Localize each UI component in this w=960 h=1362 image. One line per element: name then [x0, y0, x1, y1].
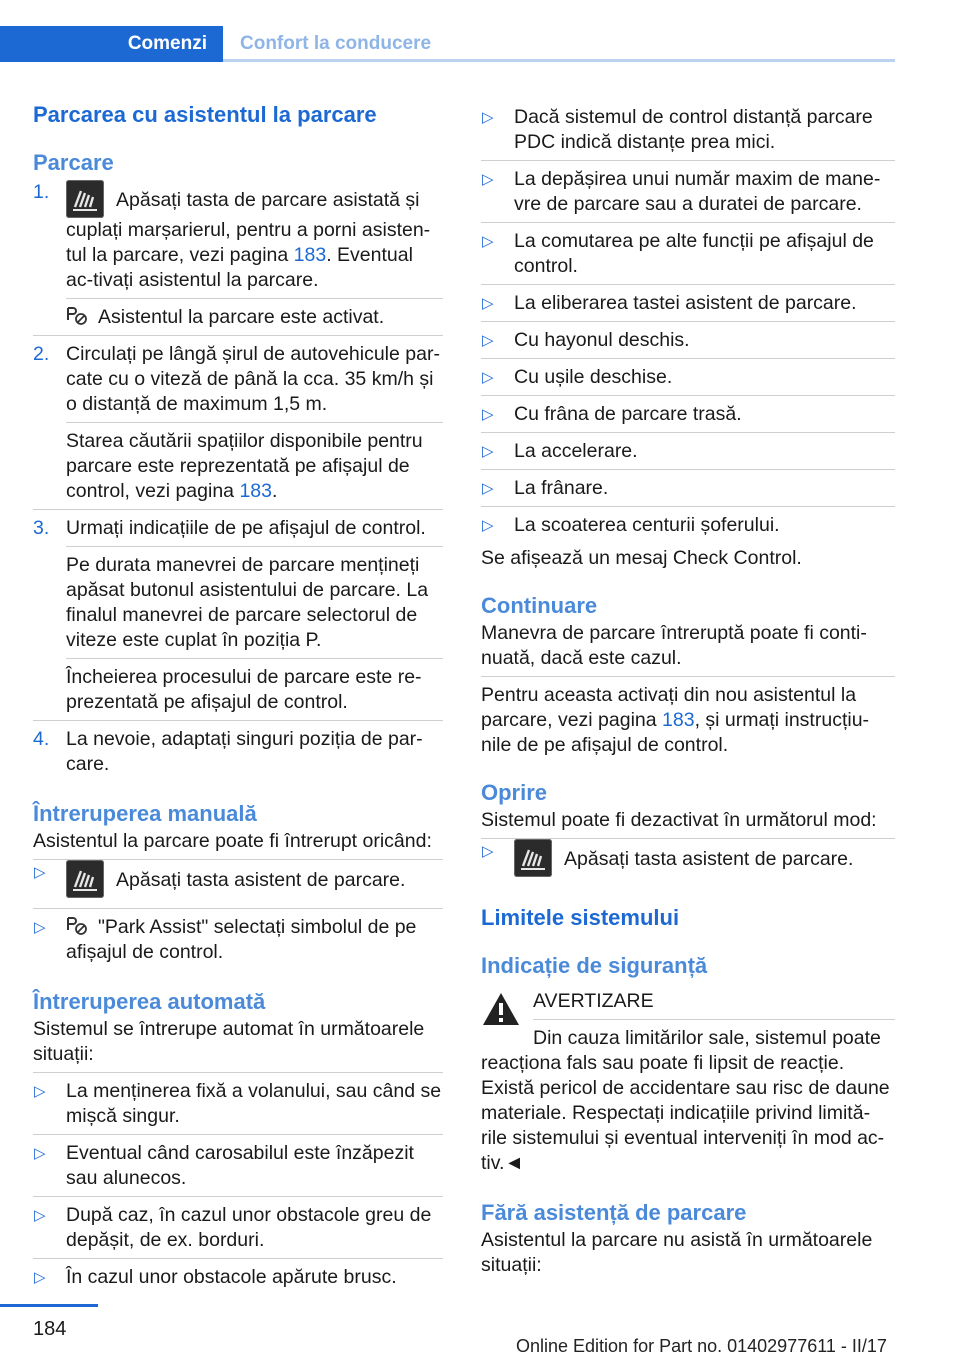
bullet-triangle-icon: ▷ — [34, 1207, 46, 1224]
step-2 — [33, 342, 443, 504]
auto-bullet-9 — [481, 328, 895, 353]
stop-intro: Sistemul poate fi dezactivat în următorul mod: — [481, 809, 877, 831]
page-header — [0, 26, 895, 62]
bullet-triangle-icon: ▷ — [34, 1083, 46, 1100]
bullet-triangle-icon: ▷ — [34, 1145, 46, 1162]
divider — [481, 506, 895, 507]
auto-intro: Sistemul se întrerupe automat în următoarele situații: — [33, 1018, 425, 1065]
auto-interrupt-heading: Întreruperea automată — [33, 989, 266, 1014]
step-1 — [33, 180, 443, 330]
bullet-triangle-icon: ▷ — [482, 233, 494, 250]
divider — [481, 469, 895, 470]
right-column — [481, 105, 895, 1278]
park-assist-button-icon — [66, 860, 104, 898]
stop-bullet-1 — [481, 839, 895, 877]
step-2-note-end: . — [271, 480, 278, 502]
check-control-message: Se afișează un mesaj Check Control. — [481, 547, 802, 569]
right-bullet-text: Cu ușile deschise. — [514, 366, 673, 388]
bullet-triangle-icon: ▷ — [34, 1269, 46, 1286]
divider — [33, 908, 443, 909]
no-assist-heading: Fără asistență de parcare — [481, 1200, 747, 1225]
auto-bullet-2 — [33, 1141, 443, 1191]
auto-bullet-2-text: Eventual când carosabilul este înzăpezit sau alunecos. — [66, 1142, 414, 1189]
step-4 — [33, 727, 443, 777]
right-bullet-text: La accelerare. — [514, 440, 638, 462]
bullet-triangle-icon: ▷ — [482, 443, 494, 460]
tab-confort[interactable] — [240, 26, 431, 62]
auto-bullet-12 — [481, 439, 895, 464]
divider — [33, 720, 443, 721]
divider — [33, 335, 443, 336]
footer-rule — [0, 1304, 98, 1307]
manual-interrupt-heading: Întreruperea manuală — [33, 801, 257, 826]
divider — [33, 1134, 443, 1135]
page-link[interactable]: 183 — [239, 480, 272, 502]
section-title: Parcarea cu asistentul la parcare — [33, 102, 377, 127]
step-3-text: Urmați indicațiile de pe afișajul de control. — [66, 517, 426, 539]
stop-bullet-1-text: Apăsați tasta asistent de parcare. — [564, 848, 854, 870]
manual-bullet-2 — [33, 915, 443, 965]
bullet-triangle-icon: ▷ — [482, 295, 494, 312]
step-2-note: Starea căutării spațiilor disponibile pentru parcare este reprezentată pe afișajul de control, vezi pagina — [66, 430, 423, 502]
step-3-note-2: Încheierea procesului de parcare este re‐prezentată pe afișajul de control. — [66, 666, 422, 713]
step-3-note-1: Pe durata manevrei de parcare mențineți apăsat butonul asistentului de parcare. La finalul manevrei de parcare selectorul de viteze este cuplat în poziția P. — [66, 554, 429, 651]
park-assist-button-icon — [66, 180, 104, 218]
step-4-text: La nevoie, adaptați singuri poziția de par‐care. — [66, 728, 423, 775]
page-number: 184 — [33, 1318, 67, 1340]
auto-bullet-4-text: În cazul unor obstacole apărute brusc. — [66, 1266, 397, 1288]
left-column — [33, 100, 443, 1290]
divider — [33, 1072, 443, 1073]
bullet-triangle-icon: ▷ — [482, 369, 494, 386]
continue-text-2-end: , și urmați instrucțiu‐nile de pe afișajul de control. — [481, 709, 870, 756]
bullet-triangle-icon: ▷ — [482, 109, 494, 126]
step-3 — [33, 516, 443, 715]
auto-bullet-11 — [481, 402, 895, 427]
manual-bullet-1-text: Apăsați tasta asistent de parcare. — [116, 869, 406, 891]
header-rule — [223, 59, 895, 62]
manual-intro: Asistentul la parcare poate fi întrerupt oricând: — [33, 830, 432, 852]
no-assist-intro: Asistentul la parcare nu asistă în următoarele situații: — [481, 1229, 873, 1276]
divider — [481, 321, 895, 322]
divider — [481, 160, 895, 161]
step-number: 1. — [33, 181, 50, 203]
step-2-text: Circulați pe lângă șirul de autovehicule par‐cate cu o viteză de până la cca. 35 km/h și o distanță de maximum 1,5 m. — [66, 343, 440, 415]
divider — [33, 1196, 443, 1197]
auto-bullet-7 — [481, 229, 895, 279]
bullet-triangle-icon: ▷ — [34, 919, 46, 936]
step-1-note: Asistentul la parcare este activat. — [98, 306, 385, 328]
divider — [481, 676, 895, 677]
divider — [481, 395, 895, 396]
continue-text-2: Pentru aceasta activați din nou asistentul la parcare, vezi pagina — [481, 684, 857, 731]
divider — [33, 1258, 443, 1259]
right-bullet-text: Dacă sistemul de control distanță parcare PDC indică distanțe prea mici. — [514, 106, 873, 153]
bullet-triangle-icon: ▷ — [482, 332, 494, 349]
auto-bullet-13 — [481, 476, 895, 501]
divider — [33, 509, 443, 510]
step-1-text: Apăsați tasta de parcare asistată și cuplați marșarierul, pentru a porni asisten‐tul la parcare, vezi pagina — [66, 189, 431, 266]
step-number: 4. — [33, 728, 50, 750]
step-number: 2. — [33, 343, 50, 365]
divider — [481, 432, 895, 433]
warning-triangle-icon — [481, 991, 521, 1027]
bullet-triangle-icon: ▷ — [482, 517, 494, 534]
step-number: 3. — [33, 517, 50, 539]
right-bullet-text: La scoaterea centurii șoferului. — [514, 514, 780, 536]
park-assist-button-icon — [514, 839, 552, 877]
right-bullet-text: Cu hayonul deschis. — [514, 329, 690, 351]
auto-bullet-5 — [481, 105, 895, 155]
divider — [481, 284, 895, 285]
manual-bullet-1 — [33, 860, 443, 898]
auto-bullet-1 — [33, 1079, 443, 1129]
continue-heading: Continuare — [481, 593, 598, 618]
divider — [66, 658, 443, 659]
right-bullet-text: La eliberarea tastei asistent de parcare. — [514, 292, 857, 314]
warning-block — [481, 989, 895, 1014]
divider — [481, 222, 895, 223]
divider — [66, 422, 443, 423]
bullet-triangle-icon: ▷ — [482, 171, 494, 188]
safety-heading: Indicație de siguranță — [481, 953, 708, 978]
right-bullet-text: La comutarea pe alte funcții pe afișajul de control. — [514, 230, 874, 277]
bullet-triangle-icon: ▷ — [482, 480, 494, 497]
parcare-heading: Parcare — [33, 150, 114, 175]
right-bullet-text: La depășirea unui număr maxim de mane‐vre de parcare sau a duratei de parcare. — [514, 168, 881, 215]
auto-bullet-6 — [481, 167, 895, 217]
continue-text-1: Manevra de parcare întreruptă poate fi conti‐nuată, dacă este cazul. — [481, 622, 867, 669]
page-link[interactable]: 183 — [662, 709, 695, 731]
auto-bullet-10 — [481, 365, 895, 390]
auto-bullet-8 — [481, 291, 895, 316]
right-bullet-text: La frânare. — [514, 477, 609, 499]
park-assist-active-icon — [66, 306, 88, 326]
tab-confort-label: Confort la conducere — [240, 33, 432, 54]
divider — [533, 1019, 895, 1020]
auto-bullet-3-text: După caz, în cazul unor obstacole greu de depășit, de ex. borduri. — [66, 1204, 432, 1251]
auto-bullet-3 — [33, 1203, 443, 1253]
auto-bullet-14 — [481, 513, 895, 538]
edition-text: Online Edition for Part no. 01402977611 - II/17 — [516, 1336, 887, 1356]
tab-comenzi[interactable] — [0, 26, 223, 62]
manual-bullet-2-text: "Park Assist" selectați simbolul de pe afișajul de control. — [66, 916, 417, 963]
park-assist-symbol-icon — [66, 916, 88, 936]
warning-title: AVERTIZARE — [533, 990, 654, 1012]
auto-bullet-4 — [33, 1265, 443, 1290]
bullet-triangle-icon: ▷ — [482, 406, 494, 423]
tab-comenzi-label: Comenzi — [127, 33, 207, 54]
divider — [66, 298, 443, 299]
step-1-text-end: . Eventual ac‐tivați asistentul la parcare. — [66, 244, 413, 291]
stop-heading: Oprire — [481, 780, 548, 805]
limits-heading: Limitele sistemului — [481, 905, 680, 930]
auto-bullet-1-text: La menținerea fixă a volanului, sau când se mișcă singur. — [66, 1080, 442, 1127]
divider — [481, 358, 895, 359]
bullet-triangle-icon: ▷ — [482, 843, 494, 860]
page-link[interactable]: 183 — [293, 244, 327, 266]
warning-text: Din cauza limitărilor sale, sistemul poate reacționa fals sau poate fi lipsit de reacție. Există pericol de accidentare sau risc de daune materiale. Respectați indicațiile privind limită‐rile sistemului și eventual interveniți în mod ac‐tiv.◄ — [481, 1027, 890, 1174]
bullet-triangle-icon: ▷ — [34, 864, 46, 881]
divider — [66, 546, 443, 547]
right-bullet-text: Cu frâna de parcare trasă. — [514, 403, 742, 425]
